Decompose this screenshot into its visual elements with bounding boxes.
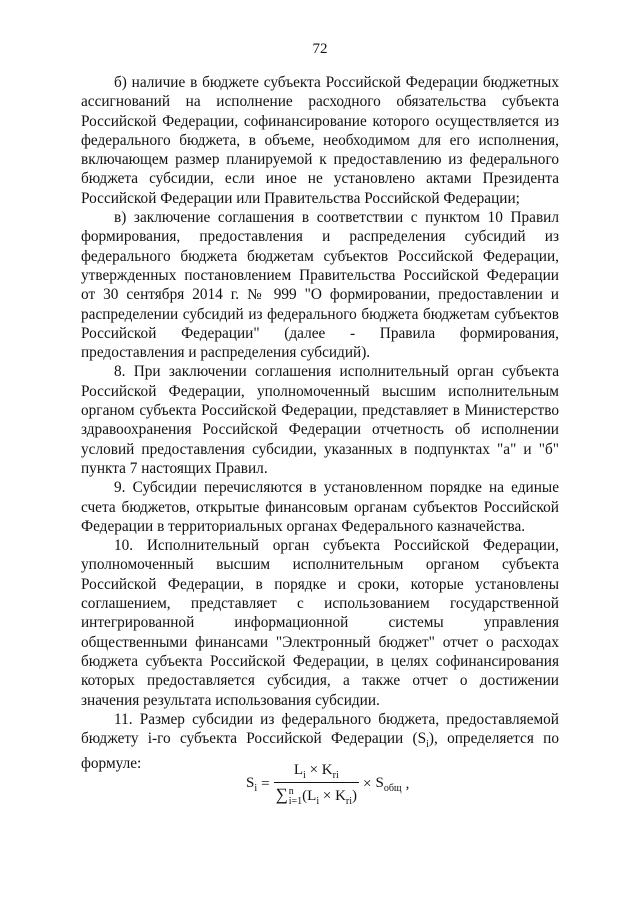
paragraph-9: 9. Субсидии перечисляются в установленном порядке на единые счета бюджетов, открытые финансовым органам субъектов Российской Федерации в территориальных органах Федерального казначейства. (81, 479, 559, 535)
page-number: 72 (312, 41, 328, 57)
paragraph-11-before: 11. Размер субсидии из федерального бюджета, предоставляемой бюджету i-го субъекта Российской Федерации (S (81, 710, 559, 748)
paragraph-v: в) заключение соглашения в соответствии с пунктом 10 Правил формирования, предоставления и распределения субсидий из федерального бюджета бюджетам субъектов Российской Федерации, утвержденных постановлением Правительства Российской Федерации от 30 сентября 2014 г. № 999 "О формировании, предоставлении и распределении субсидий из федерального бюджета бюджетам субъектов Российской Федерации" (далее - Правила формирования, предоставления и распределения субсидий). (81, 209, 559, 362)
formula-lhs: $S_i$ (246, 775, 258, 794)
paragraph-11-sub: i (426, 739, 429, 751)
paragraph-b: б) наличие в бюджете субъекта Российской Федерации бюджетных ассигнований на исполнение расходного обязательства субъекта Российской Федерации, софинансирование которого осуществляется из федерального бюджета, в объеме, необходимом для его исполнения, включающем размер планируемой к предоставлению из федерального бюджета субсидии, если иное не установлено актами Президента Российской Федерации или Правительства Российской Федерации; (81, 74, 559, 207)
paragraph-11-after: ), определяется по формуле: (81, 730, 559, 773)
formula-tail: , (405, 776, 410, 792)
sum-symbol: ∑ (275, 785, 288, 804)
formula-denominator: ∑ n i=1 $(L_i \times K_{ri})$ (274, 782, 359, 807)
subsidy-formula (246, 762, 409, 807)
paragraph-8: 8. При заключении соглашения исполнительный орган субъекта Российской Федерации, уполномоченный высшим исполнительным органом субъекта Российской Федерации, представляет в Министерство здравоохранения Российской Федерации отчетность об исполнении условий предоставления субсидии, указанных в подпунктах "а" и "б" пункта 7 настоящих Правил. (81, 363, 559, 477)
formula-equals: = (261, 776, 270, 792)
formula-times: × (363, 776, 372, 792)
body-text (81, 73, 559, 774)
sum-limits: n i=1 (288, 785, 303, 807)
formula-numerator: $L_i \times K_{ri}$ (293, 762, 339, 781)
formula-rhs: $S_{общ}$ (375, 775, 402, 794)
formula-fraction (274, 762, 359, 807)
paragraph-10: 10. Исполнительный орган субъекта Российской Федерации, уполномоченный высшим исполнительным органом субъекта Российской Федерации, в порядке и сроки, которые установлены соглашением, представляет с использованием государственной интегрированной информационной системы управления общественными финансами "Электронный бюджет" отчет о расходах бюджета субъекта Российской Федерации, в целях софинансирования которых предоставляется субсидия, а также отчет о достижении значения результата использования субсидии. (81, 537, 559, 709)
